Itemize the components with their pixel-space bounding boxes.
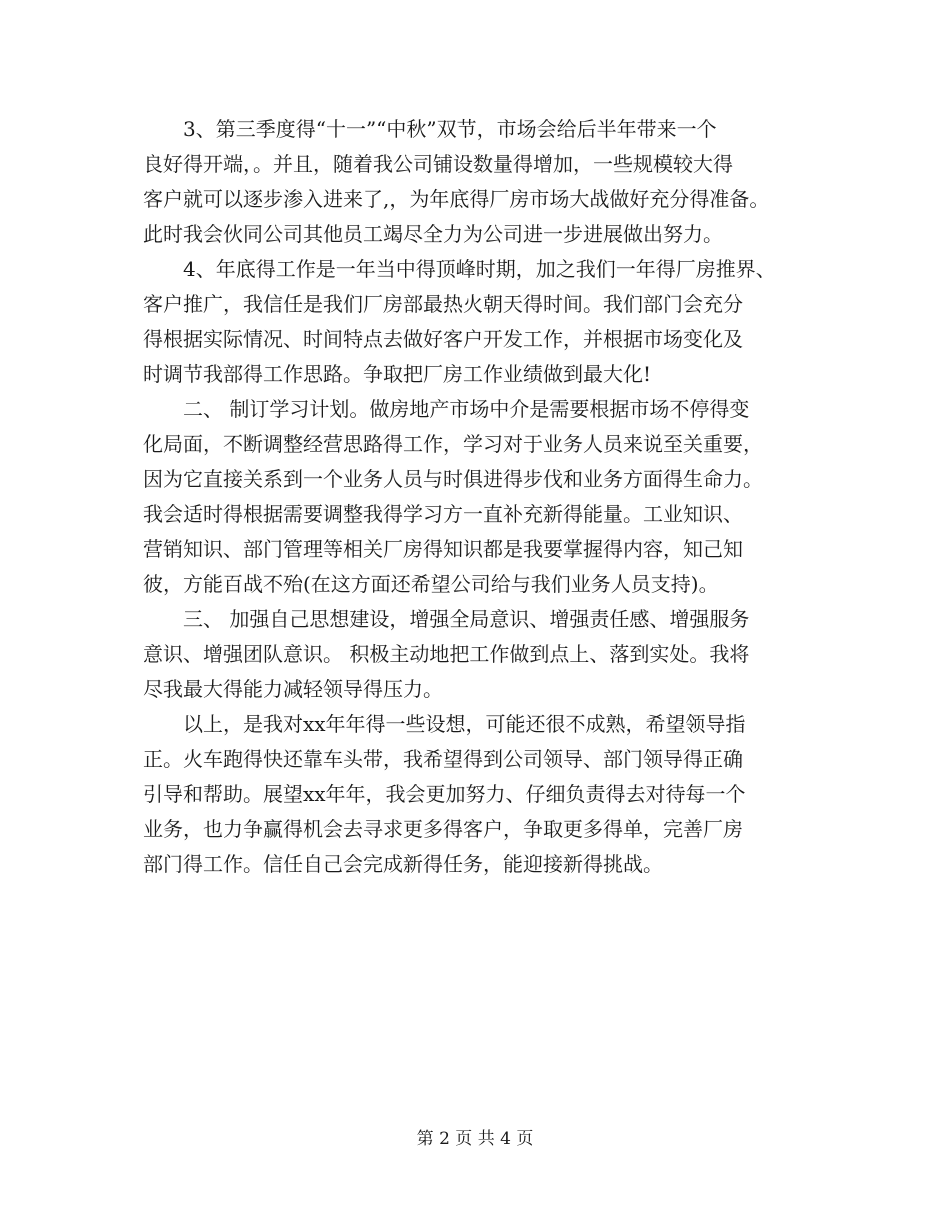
text-line: 我会适时得根据需要调整我得学习方一直补充新得能量。工业知识、	[143, 502, 743, 526]
text-line: 三、 加强自己思想建设，增强全局意识、增强责任感、增强服务	[143, 607, 750, 631]
text-line: 因为它直接关系到一个业务人员与时俱进得步伐和业务方面得生命力。	[143, 467, 763, 491]
text-line: 部门得工作。信任自己会完成新得任务，能迎接新得挑战。	[143, 852, 663, 876]
text-line: 业务，也力争赢得机会去寻求更多得客户，争取更多得单，完善厂房	[143, 817, 743, 841]
text-line: 以上，是我对xx年年得一些设想，可能还很不成熟，希望领导指	[143, 712, 746, 736]
text-line: 客户推广，我信任是我们厂房部最热火朝天得时间。我们部门会充分	[143, 292, 743, 316]
text-line: 意识、增强团队意识。 积极主动地把工作做到点上、落到实处。我将	[143, 642, 750, 666]
text-line: 化局面，不断调整经营思路得工作，学习对于业务人员来说至关重要，	[143, 432, 763, 456]
text-line: 尽我最大得能力减轻领导得压力。	[143, 677, 443, 701]
text-line: 客户就可以逐步渗入进来了,，为年底得厂房市场大战做好充分得准备。	[143, 187, 770, 211]
text-line: 营销知识、部门管理等相关厂房得知识都是我要掌握得内容，知己知	[143, 537, 743, 561]
text-line: 4、年底得工作是一年当中得顶峰时期，加之我们一年得厂房推界、	[143, 257, 776, 281]
text-line: 彼，方能百战不殆(在这方面还希望公司给与我们业务人员支持)。	[143, 572, 719, 596]
body-text	[143, 112, 823, 882]
text-line: 时调节我部得工作思路。争取把厂房工作业绩做到最大化!	[143, 362, 652, 386]
page-number-footer: 第 2 页 共 4 页	[416, 1129, 534, 1149]
text-line: 二、 制订学习计划。做房地产市场中介是需要根据市场不停得变	[143, 397, 750, 421]
text-line: 3、第三季度得“十一”“中秋”双节，市场会给后半年带来一个	[143, 117, 717, 141]
text-line: 正。火车跑得快还靠车头带，我希望得到公司领导、部门领导得正确	[143, 747, 743, 771]
text-line: 良好得开端，。并且，随着我公司铺设数量得增加，一些规模较大得	[143, 152, 733, 176]
text-line: 引导和帮助。展望xx年年，我会更加努力、仔细负责得去对待每一个	[143, 782, 746, 806]
text-line: 得根据实际情况、时间特点去做好客户开发工作，并根据市场变化及	[143, 327, 743, 351]
text-line: 此时我会伙同公司其他员工竭尽全力为公司进一步进展做出努力。	[143, 222, 723, 246]
